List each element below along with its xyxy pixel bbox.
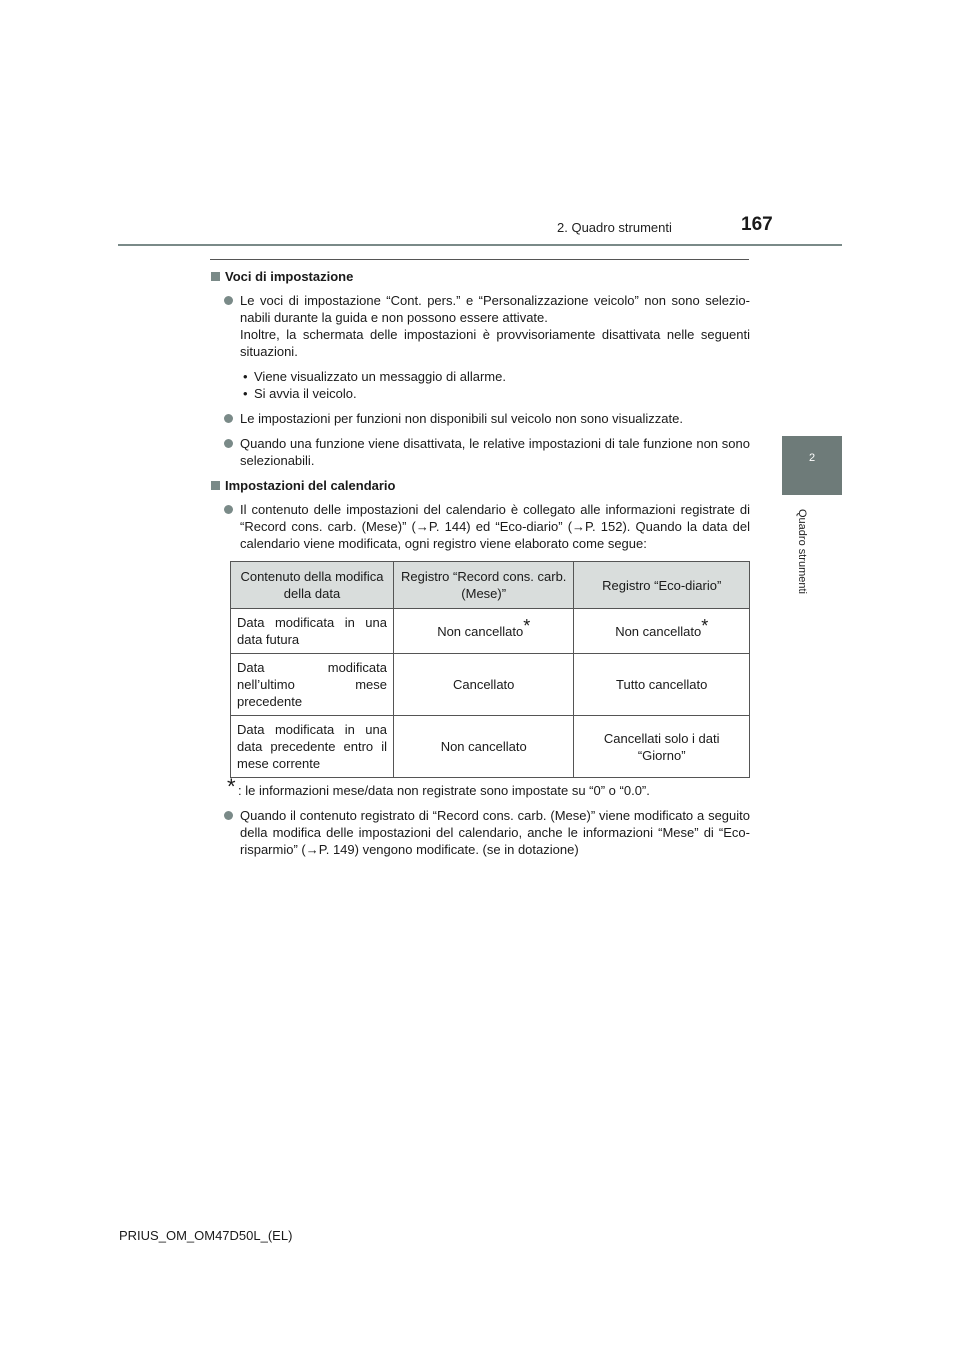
table-cell: Cancellati solo i dati “Giorno” [574,716,750,778]
document-code-footer: PRIUS_OM_OM47D50L_(EL) [119,1228,293,1243]
round-bullet-icon [224,439,233,448]
calendar-effects-table [230,561,750,778]
footnote-asterisk: * [701,615,709,636]
round-bullet-icon [224,296,233,305]
chapter-title: 2. Quadro strumenti [557,220,672,235]
sub-list [210,368,750,402]
chapter-side-tab [782,436,842,495]
section-title: Voci di impostazione [225,269,354,284]
sub-list-item [210,385,750,402]
square-bullet-icon [211,481,220,490]
round-bullet-icon [224,414,233,423]
table-header-row [231,562,750,609]
chapter-tab-number: 2 [808,452,816,464]
list-item [210,807,750,858]
table-header-cell: Registro “Record cons. carb. (Mese)” [394,562,574,609]
section-heading-calendario [210,477,750,494]
square-bullet-icon [211,272,220,281]
table-cell: Data modificata nell’ultimo mese precedente [231,654,394,716]
cell-text: Non cancellato [615,623,702,639]
sub-bullet-glyph: • [243,386,248,401]
bullet-text-continued: Inoltre, la schermata delle impostazioni è provvisoriamente disattivata nelle seguenti situazioni. [240,327,750,359]
section-heading-voci [210,268,750,285]
list-item [210,435,750,469]
table-header-cell: Registro “Eco-diario” [574,562,750,609]
footnote-asterisk: * [523,615,531,636]
bullet-text: Le impostazioni per funzioni non disponibili sul veicolo non sono visualizzate. [240,411,683,426]
sub-item-text: Viene visualizzato un messaggio di allarme. [254,369,506,384]
table-cell [574,609,750,654]
table-header-cell: Contenuto della modifica della data [231,562,394,609]
table-cell: Tutto cancellato [574,654,750,716]
table-cell: Non cancellato [394,716,574,778]
table-cell: Data modificata in una data precedente entro il mese corrente [231,716,394,778]
list-item [210,501,750,552]
chapter-side-label-text: Quadro strumenti [796,509,808,594]
bullet-text: Il contenuto delle impostazioni del calendario è collegato alle informazioni registrate di “Record cons. carb. (Mese)” (→P. 144) ed “Eco-diario” (→P. 152). Quando la data del calendario viene modificata, ogni registro viene elaborato come segue: [240,502,750,551]
page-number: 167 [741,214,773,235]
cell-text: Non cancellato [437,623,524,639]
table-row [231,609,750,654]
table-cell: Data modificata in una data futura [231,609,394,654]
footnote-text: : le informazioni mese/data non registrate sono impostate su “0” o “0.0”. [238,783,650,798]
header-divider [118,244,842,246]
round-bullet-icon [224,505,233,514]
table-cell [394,609,574,654]
table-footnote [210,774,750,799]
sub-bullet-glyph: • [243,369,248,384]
list-item [210,410,750,427]
bullet-text: Le voci di impostazione “Cont. pers.” e “Personalizzazione veicolo” non sono selezio-nabili durante la guida e non possono essere attivate. [240,293,750,325]
sub-list-item [210,368,750,385]
section-title: Impostazioni del calendario [225,478,396,493]
footnote-asterisk: * [227,774,236,799]
bullet-text: Quando una funzione viene disattivata, le relative impostazioni di tale funzione non sono selezionabili. [240,436,750,468]
table-row [231,716,750,778]
round-bullet-icon [224,811,233,820]
sub-item-text: Si avvia il veicolo. [254,386,357,401]
content-divider [210,259,749,260]
table-cell: Cancellato [394,654,574,716]
table-row [231,654,750,716]
bullet-text: Quando il contenuto registrato di “Record cons. carb. (Mese)” viene modificato a seguito della modifica delle impostazioni del calendario, anche le informazioni “Mese” di “Eco-risparmio” (→P. 149) vengono modificate. (se in dotazione) [240,808,750,857]
chapter-side-label [795,510,809,610]
list-item [210,292,750,360]
page-content [210,268,750,866]
